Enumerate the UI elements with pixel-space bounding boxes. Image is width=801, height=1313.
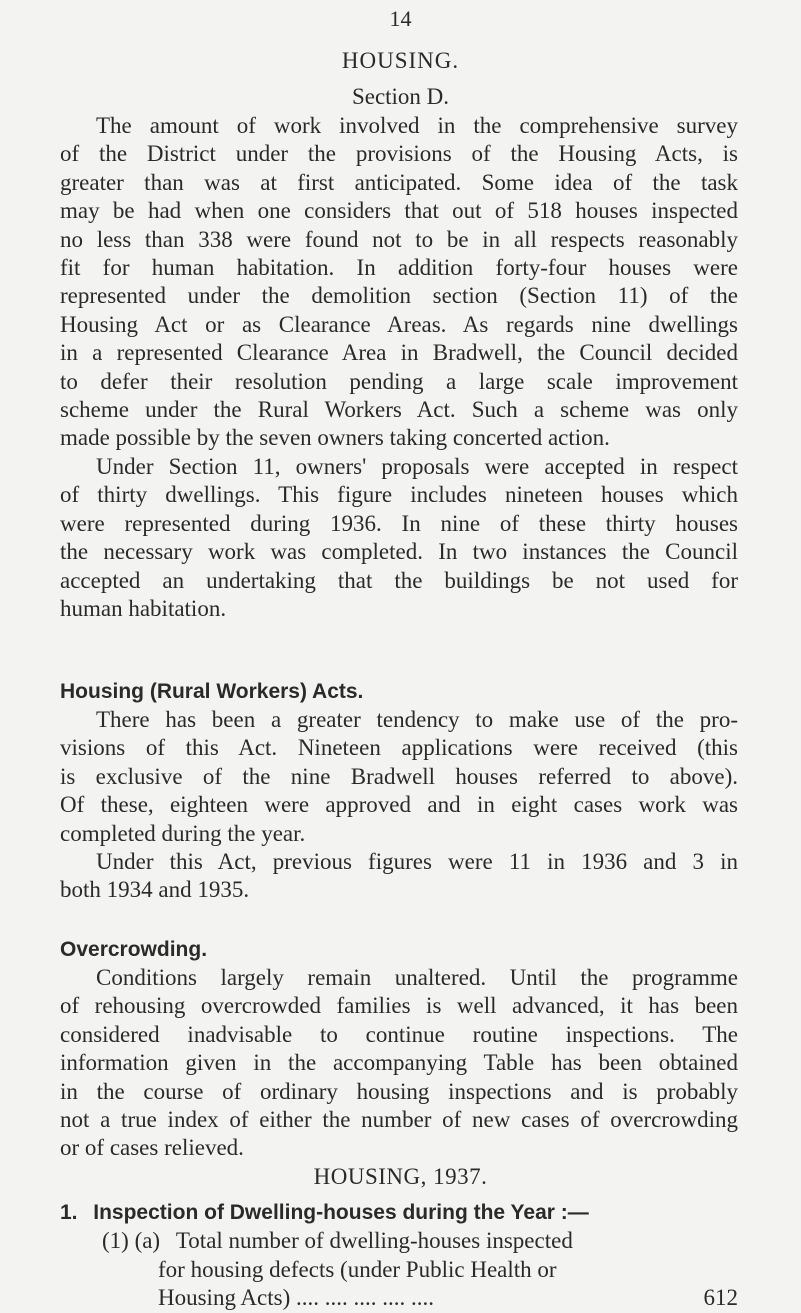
heading-rural-workers: Housing (Rural Workers) Acts. <box>60 680 364 703</box>
sub-item-value-row <box>60 1284 738 1312</box>
sub-item-label: (1) (a) <box>102 1228 161 1254</box>
section-label: Section D. <box>351 84 450 109</box>
paragraph-previous-figures <box>60 848 738 905</box>
text-line: made possible by the seven owners taking concerted action. <box>60 425 610 451</box>
paragraph-rural-applications <box>60 706 738 848</box>
text-line: were represented during 1936. In nine of these thirty houses <box>60 510 738 536</box>
text-line: of rehousing overcrowded families is well advanced, it has been <box>60 993 738 1019</box>
text-line: completed during the year. <box>60 820 306 846</box>
text-line: Conditions largely remain unaltered. Until the programme <box>96 965 738 990</box>
text-line: visions of this Act. Nineteen applications were received (this <box>60 735 738 761</box>
table-title: HOUSING, 1937. <box>313 1164 488 1189</box>
text-line: greater than was at first anticipated. Some idea of the task <box>60 169 738 195</box>
inspected-count-value: 612 <box>703 1285 738 1311</box>
text-line: not a true index of either the number of new cases of overcrowding <box>60 1107 738 1133</box>
item-number: 1. <box>60 1201 78 1224</box>
text-line: represented under the demolition section (Section 11) of the <box>60 283 738 309</box>
text-line: Of these, eighteen were approved and in eight cases work was <box>60 792 738 818</box>
text-line: of the District under the provisions of the Housing Acts, is <box>60 141 738 167</box>
text-line: no less than 338 were found not to be in all respects reasonably <box>60 226 738 252</box>
text-line: Under this Act, previous figures were 11 in 1936 and 3 in <box>96 849 738 875</box>
sub-item-text: Housing Acts) .... .... .... .... .... <box>158 1285 434 1311</box>
text-line: There has been a greater tendency to make use of the pro- <box>96 707 738 732</box>
text-line: is exclusive of the nine Bradwell houses referred to above). <box>60 763 738 789</box>
body-text-upper <box>60 112 738 623</box>
text-line: accepted an undertaking that the buildings be not used for <box>60 567 738 593</box>
overcrowding-section <box>60 936 738 1163</box>
page-title: HOUSING. <box>341 48 460 73</box>
sub-item-line: for housing defects (under Public Health or <box>158 1256 557 1282</box>
rural-workers-section <box>60 678 738 905</box>
text-line: Under Section 11, owners' proposals were accepted in respect <box>96 453 738 479</box>
text-line: human habitation. <box>60 595 227 621</box>
text-line: may be had when one considers that out of 518 houses inspected <box>60 198 738 224</box>
paragraph-survey <box>60 112 738 453</box>
text-line: both 1934 and 1935. <box>60 877 250 903</box>
heading-overcrowding: Overcrowding. <box>60 938 208 961</box>
text-line: in a represented Clearance Area in Bradwell, the Council decided <box>60 340 738 366</box>
text-line: considered inadvisable to continue routine inspections. The <box>60 1021 738 1047</box>
text-line: fit for human habitation. In addition forty-four houses were <box>60 255 738 281</box>
text-line: in the course of ordinary housing inspections and is probably <box>60 1078 738 1104</box>
inspection-item <box>60 1198 738 1313</box>
sub-item-line <box>60 1227 738 1255</box>
text-line: of thirty dwellings. This figure includes nineteen houses which <box>60 482 738 508</box>
paragraph-section-11 <box>60 453 738 623</box>
text-line: scheme under the Rural Workers Act. Such a scheme was only <box>60 397 738 423</box>
item-heading-line <box>60 1198 738 1227</box>
text-line: to defer their resolution pending a large scale improvement <box>60 368 738 394</box>
text-line: Housing Act or as Clearance Areas. As regards nine dwellings <box>60 311 738 337</box>
page-number: 14 <box>389 6 412 31</box>
sub-item-text: Total number of dwelling-houses inspected <box>175 1228 573 1254</box>
text-line: the necessary work was completed. In two instances the Council <box>60 539 738 565</box>
text-line: The amount of work involved in the comprehensive survey <box>96 113 738 138</box>
paragraph-overcrowding <box>60 964 738 1163</box>
text-line: information given in the accompanying Table has been obtained <box>60 1050 738 1076</box>
item-heading: Inspection of Dwelling-houses during the Year :— <box>93 1201 589 1224</box>
text-line: or of cases relieved. <box>60 1135 244 1161</box>
